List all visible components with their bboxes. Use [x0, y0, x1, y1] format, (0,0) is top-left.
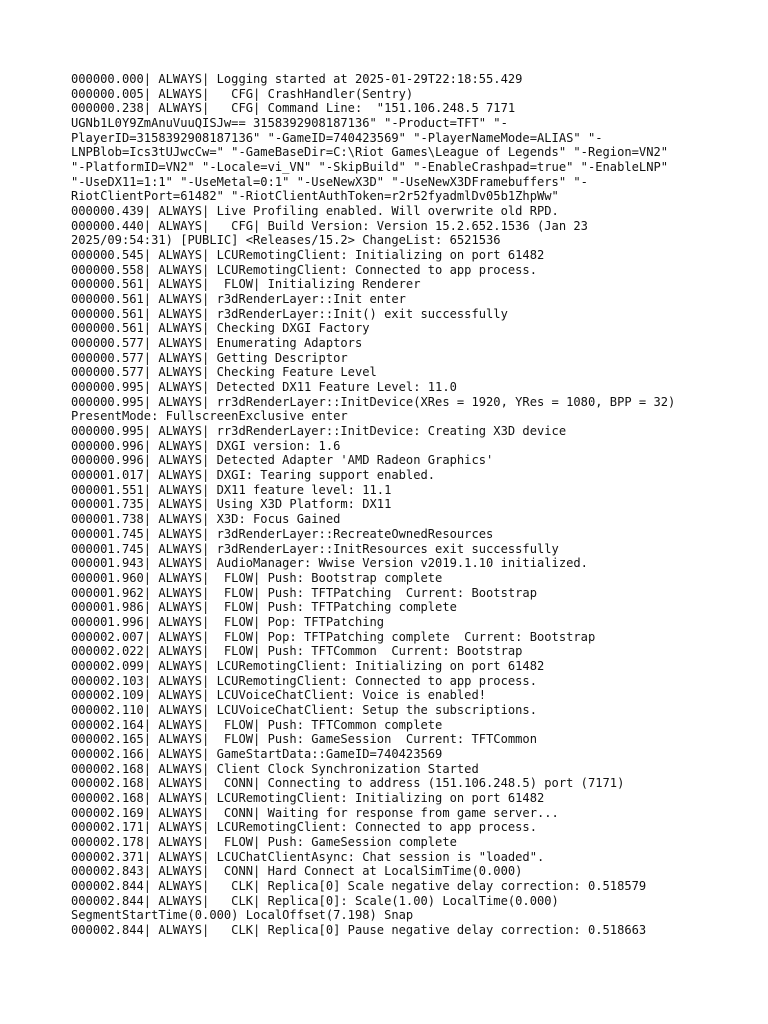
log-line: 000000.995| ALWAYS| rr3dRenderLayer::InitDevice: Creating X3D device — [71, 424, 567, 439]
log-line: 000001.551| ALWAYS| DX11 feature level: 11.1 — [71, 482, 392, 497]
log-line: 000002.844| ALWAYS| CLK| Replica[0] Pause negative delay correction: 0.518663 — [71, 922, 647, 937]
log-line: 000001.960| ALWAYS| FLOW| Push: Bootstrap complete — [71, 570, 443, 585]
log-line: 000002.103| ALWAYS| LCURemotingClient: Connected to app process. — [71, 673, 537, 688]
log-line: "-UseDX11=1:1" "-UseMetal=0:1" "-UseNewX3D" "-UseNewX3DFramebuffers" "- — [71, 174, 588, 189]
log-line: 000002.169| ALWAYS| CONN| Waiting for response from game server... — [71, 805, 559, 820]
log-line: "-PlatformID=VN2" "-Locale=vi_VN" "-SkipBuild" "-EnableCrashpad=true" "-EnableLNP" — [71, 160, 669, 175]
log-line: 000000.000| ALWAYS| Logging started at 2025-01-29T22:18:55.429 — [71, 72, 523, 86]
log-line: 000000.561| ALWAYS| Checking DXGI Factory — [71, 321, 370, 336]
log-line: 000001.745| ALWAYS| r3dRenderLayer::RecreateOwnedResources — [71, 526, 494, 541]
log-line: 000000.545| ALWAYS| LCURemotingClient: Initializing on port 61482 — [71, 248, 545, 263]
log-line: 000000.005| ALWAYS| CFG| CrashHandler(Sentry) — [71, 86, 414, 101]
log-line: 000002.007| ALWAYS| FLOW| Pop: TFTPatching complete Current: Bootstrap — [71, 629, 596, 644]
log-line: 000000.995| ALWAYS| Detected DX11 Feature Level: 11.0 — [71, 380, 457, 395]
log-line: 000000.577| ALWAYS| Checking Feature Level — [71, 365, 377, 380]
log-line: SegmentStartTime(0.000) LocalOffset(7.198) Snap — [71, 908, 414, 923]
log-line: 000000.561| ALWAYS| r3dRenderLayer::Init() exit successfully — [71, 306, 508, 321]
log-line: RiotClientPort=61482" "-RiotClientAuthToken=r2r52fyadmlDv05b1ZhpWw" — [71, 189, 559, 204]
log-line: 000000.440| ALWAYS| CFG| Build Version: Version 15.2.652.1536 (Jan 23 — [71, 218, 588, 233]
log-line: 000000.561| ALWAYS| FLOW| Initializing Renderer — [71, 277, 421, 292]
log-text-body — [71, 72, 711, 938]
log-line: 000001.735| ALWAYS| Using X3D Platform: DX11 — [71, 497, 392, 512]
log-line: 000002.168| ALWAYS| CONN| Connecting to address (151.106.248.5) port (7171) — [71, 776, 625, 791]
log-line: 000000.238| ALWAYS| CFG| Command Line: "151.106.248.5 7171 — [71, 101, 516, 116]
log-line: 000000.558| ALWAYS| LCURemotingClient: Connected to app process. — [71, 262, 537, 277]
log-line: 000000.996| ALWAYS| DXGI version: 1.6 — [71, 438, 341, 453]
log-line: 000000.577| ALWAYS| Enumerating Adaptors — [71, 336, 363, 351]
log-line: 000000.995| ALWAYS| rr3dRenderLayer::InitDevice(XRes = 1920, YRes = 1080, BPP = 32) — [71, 394, 676, 409]
log-line: 000000.996| ALWAYS| Detected Adapter 'AMD Radeon Graphics' — [71, 453, 494, 468]
log-line: 000001.996| ALWAYS| FLOW| Pop: TFTPatching — [71, 614, 385, 629]
log-line: 000001.745| ALWAYS| r3dRenderLayer::InitResources exit successfully — [71, 541, 559, 556]
log-line: PresentMode: FullscreenExclusive enter — [71, 409, 348, 424]
log-line: 000002.110| ALWAYS| LCUVoiceChatClient: Setup the subscriptions. — [71, 702, 537, 717]
log-line: 000002.844| ALWAYS| CLK| Replica[0] Scale negative delay correction: 0.518579 — [71, 878, 647, 893]
log-line: 000001.738| ALWAYS| X3D: Focus Gained — [71, 512, 341, 527]
log-line: 000002.843| ALWAYS| CONN| Hard Connect at LocalSimTime(0.000) — [71, 864, 523, 879]
log-line: 000001.986| ALWAYS| FLOW| Push: TFTPatching complete — [71, 600, 457, 615]
log-line: 000000.439| ALWAYS| Live Profiling enabled. Will overwrite old RPD. — [71, 204, 559, 219]
log-line: 000002.164| ALWAYS| FLOW| Push: TFTCommon complete — [71, 717, 443, 732]
log-line: 000001.962| ALWAYS| FLOW| Push: TFTPatching Current: Bootstrap — [71, 585, 537, 600]
log-line: UGNb1L0Y9ZmAnuVuuQISJw== 3158392908187136" "-Product=TFT" "- — [71, 116, 508, 131]
log-line: 000002.171| ALWAYS| LCURemotingClient: Connected to app process. — [71, 820, 537, 835]
log-line: 000002.844| ALWAYS| CLK| Replica[0]: Scale(1.00) LocalTime(0.000) — [71, 893, 559, 908]
log-line: 000002.165| ALWAYS| FLOW| Push: GameSession Current: TFTCommon — [71, 732, 537, 747]
log-line: 000002.178| ALWAYS| FLOW| Push: GameSession complete — [71, 834, 457, 849]
log-line: 000000.561| ALWAYS| r3dRenderLayer::Init enter — [71, 292, 406, 307]
log-line: LNPBlob=Ics3tUJwcCw=" "-GameBaseDir=C:\Riot Games\League of Legends" "-Region=VN2" — [71, 145, 669, 160]
log-line: 000002.168| ALWAYS| Client Clock Synchronization Started — [71, 761, 479, 776]
log-line: 000001.017| ALWAYS| DXGI: Tearing support enabled. — [71, 468, 436, 483]
log-line: 2025/09:54:31) [PUBLIC] <Releases/15.2> ChangeList: 6521536 — [71, 233, 501, 248]
log-line: 000002.371| ALWAYS| LCUChatClientAsync: Chat session is "loaded". — [71, 849, 545, 864]
log-line: 000001.943| ALWAYS| AudioManager: Wwise Version v2019.1.10 initialized. — [71, 556, 588, 571]
log-line: 000002.166| ALWAYS| GameStartData::GameID=740423569 — [71, 746, 443, 761]
log-line: 000002.099| ALWAYS| LCURemotingClient: Initializing on port 61482 — [71, 658, 545, 673]
log-line: PlayerID=3158392908187136" "-GameID=740423569" "-PlayerNameMode=ALIAS" "- — [71, 130, 603, 145]
log-line: 000002.022| ALWAYS| FLOW| Push: TFTCommon Current: Bootstrap — [71, 644, 523, 659]
log-line: 000002.109| ALWAYS| LCUVoiceChatClient: Voice is enabled! — [71, 688, 487, 703]
log-line: 000000.577| ALWAYS| Getting Descriptor — [71, 350, 348, 365]
log-line: 000002.168| ALWAYS| LCURemotingClient: Initializing on port 61482 — [71, 790, 545, 805]
